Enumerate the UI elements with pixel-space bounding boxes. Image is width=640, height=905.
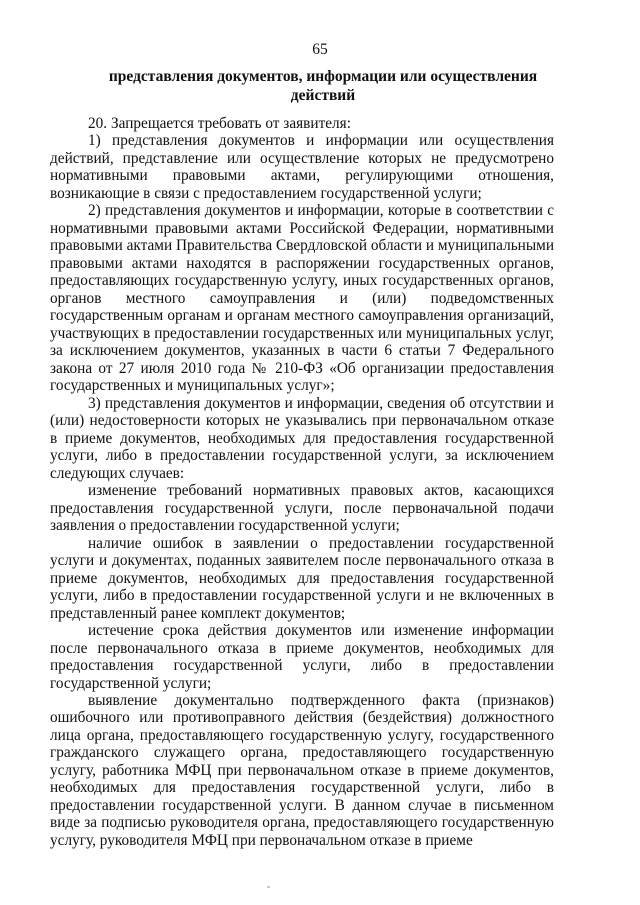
paragraph-case-requirements-change: изменение требований нормативных правовых актов, касающихся предоставления государственной услуги, после первоначальной подачи заявления о предоставлении государственной услуги;	[50, 482, 554, 535]
section-heading: представления документов, информации или осуществления действий	[108, 68, 538, 104]
paragraph-item-2: 2) представления документов и информации, которые в соответствии с нормативными правовыми актами Российской Федерации, нормативными правовыми актами Правительства Свердловской области и муниципальными правовыми актами находятся в распоряжении государственных органов, предоставляющих государственную услугу, иных государственных органов, органов местного самоуправления и (или) подведомственных государственным органам и органам местного самоуправления организаций, участвующих в предоставлении государственных или муниципальных услуг, за исключением документов, указанных в части 6 статьи 7 Федерального закона от 27 июля 2010 года № 210-ФЗ «Об организации предоставления государственных и муниципальных услуг»;	[50, 202, 555, 395]
scan-speck	[267, 886, 270, 888]
paragraph-case-misconduct: выявление документально подтвержденного факта (признаков) ошибочного или противоправного действия (бездействия) должностного лица органа, предоставляющего государственную услугу, государственного гражданского служащего органа, предоставляющего государственную услугу, работника МФЦ при первоначальном отказе в приеме документов, необходимых для предоставления государственной услуги, либо в предоставлении государственной услуги. В данном случае в письменном виде за подписью руководителя органа, предоставляющего государственную услугу, руководителя МФЦ при первоначальном отказе в приеме	[50, 691, 554, 849]
page-number: 65	[312, 41, 328, 58]
paragraph-item-1: 1) представления документов и информации или осуществления действий, представление или осуществление которых не предусмотрено нормативными правовыми актами, регулирующими отношения, возникающие в связи с предоставлением государственной услуги;	[50, 132, 554, 202]
paragraph-item-3: 3) представления документов и информации, сведения об отсутствии и (или) недостоверности которых не указывались при первоначальном отказе в приеме документов, необходимых для предоставления государственной услуги, либо в предоставлении государственной услуги, за исключением следующих случаев:	[50, 394, 554, 482]
paragraph-20-intro: 20. Запрещается требовать от заявителя:	[88, 115, 351, 132]
paragraph-case-errors: наличие ошибок в заявлении о предоставлении государственной услуги и документах, поданных заявителем после первоначального отказа в приеме документов, необходимых для предоставления государственной услуги, либо в предоставлении государственной услуги и не включенных в представленный ранее комплект документов;	[50, 534, 554, 622]
paragraph-case-expiry: истечение срока действия документов или изменение информации после первоначального отказа в приеме документов, необходимых для предоставления государственной услуги, либо в предоставлении государственной услуги;	[50, 622, 554, 692]
document-body	[50, 115, 554, 849]
